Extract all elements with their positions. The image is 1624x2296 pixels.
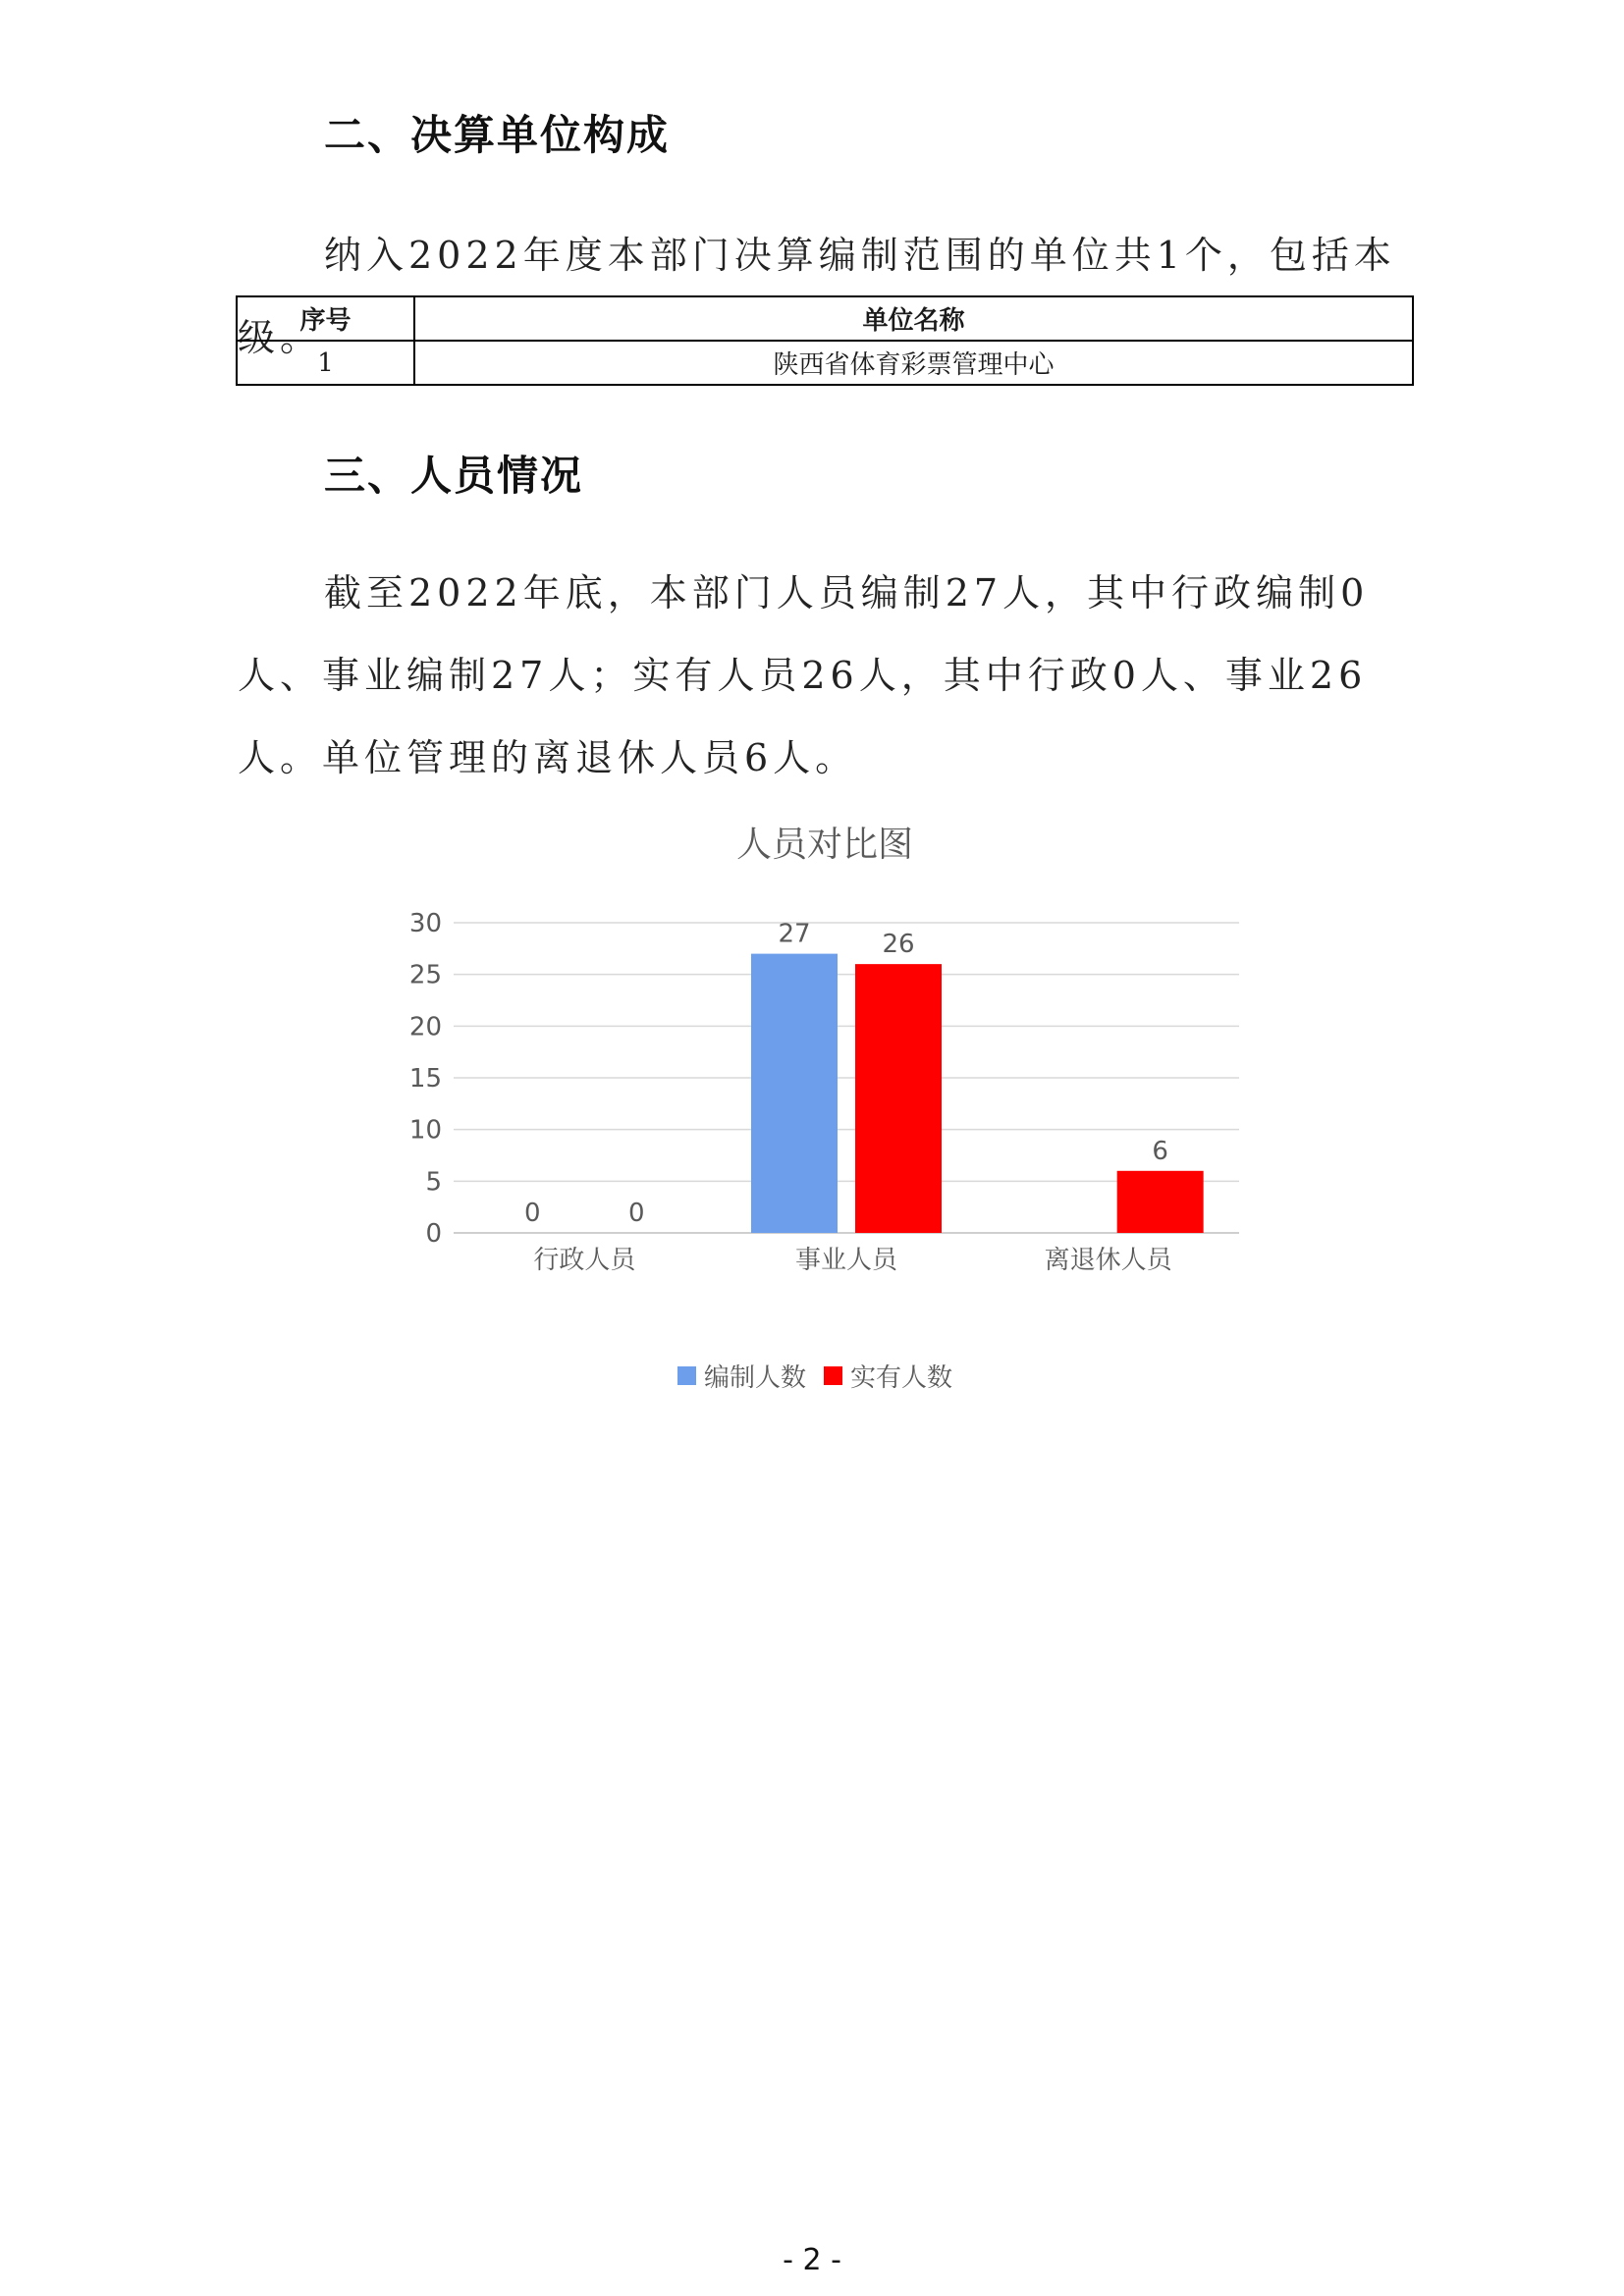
table-cell-unit-name: 陕西省体育彩票管理中心 <box>414 341 1413 385</box>
data-label: 26 <box>882 930 915 960</box>
y-tick-label: 25 <box>408 960 442 990</box>
unit-composition-paragraph: 纳入2022年度本部门决算编制范围的单位共1个，包括本级。 <box>238 234 1396 359</box>
table-header-index: 序号 <box>237 296 414 341</box>
chart-title: 人员对比图 <box>735 825 913 865</box>
legend-label-authorized: 编制人数 <box>704 1363 807 1393</box>
section-heading-personnel: 三、人员情况 <box>324 452 584 500</box>
legend-label-actual: 实有人数 <box>850 1363 953 1393</box>
y-tick-label: 5 <box>425 1167 442 1198</box>
data-label: 0 <box>524 1199 541 1228</box>
chart-legend <box>677 1358 952 1394</box>
table-header-unit-name: 单位名称 <box>414 296 1413 341</box>
personnel-paragraph: 截至2022年底，本部门人员编制27人，其中行政编制0人、事业编制27人；实有人员26人，其中行政0人、事业26人。单位管理的离退休人员6人。 <box>238 571 1370 779</box>
bar <box>855 964 942 1233</box>
table-cell-index: 1 <box>237 341 414 385</box>
y-tick-label: 30 <box>408 909 442 938</box>
bar <box>1117 1171 1204 1233</box>
y-tick-label: 0 <box>425 1219 442 1249</box>
y-tick-label: 10 <box>408 1115 442 1146</box>
y-tick-label: 20 <box>408 1012 442 1042</box>
data-label: 6 <box>1152 1136 1168 1166</box>
x-category-label: 离退休人员 <box>1044 1246 1172 1275</box>
y-tick-label: 15 <box>408 1064 442 1094</box>
bar <box>751 954 838 1233</box>
x-category-label: 行政人员 <box>533 1246 636 1275</box>
page-number: - 2 - <box>783 2243 841 2277</box>
section-heading-unit-composition: 二、决算单位构成 <box>324 111 671 159</box>
legend-swatch-actual <box>824 1366 842 1385</box>
data-label: 0 <box>628 1199 645 1228</box>
x-category-label: 事业人员 <box>794 1246 898 1275</box>
data-label: 27 <box>778 919 811 949</box>
legend-swatch-authorized <box>677 1366 696 1385</box>
